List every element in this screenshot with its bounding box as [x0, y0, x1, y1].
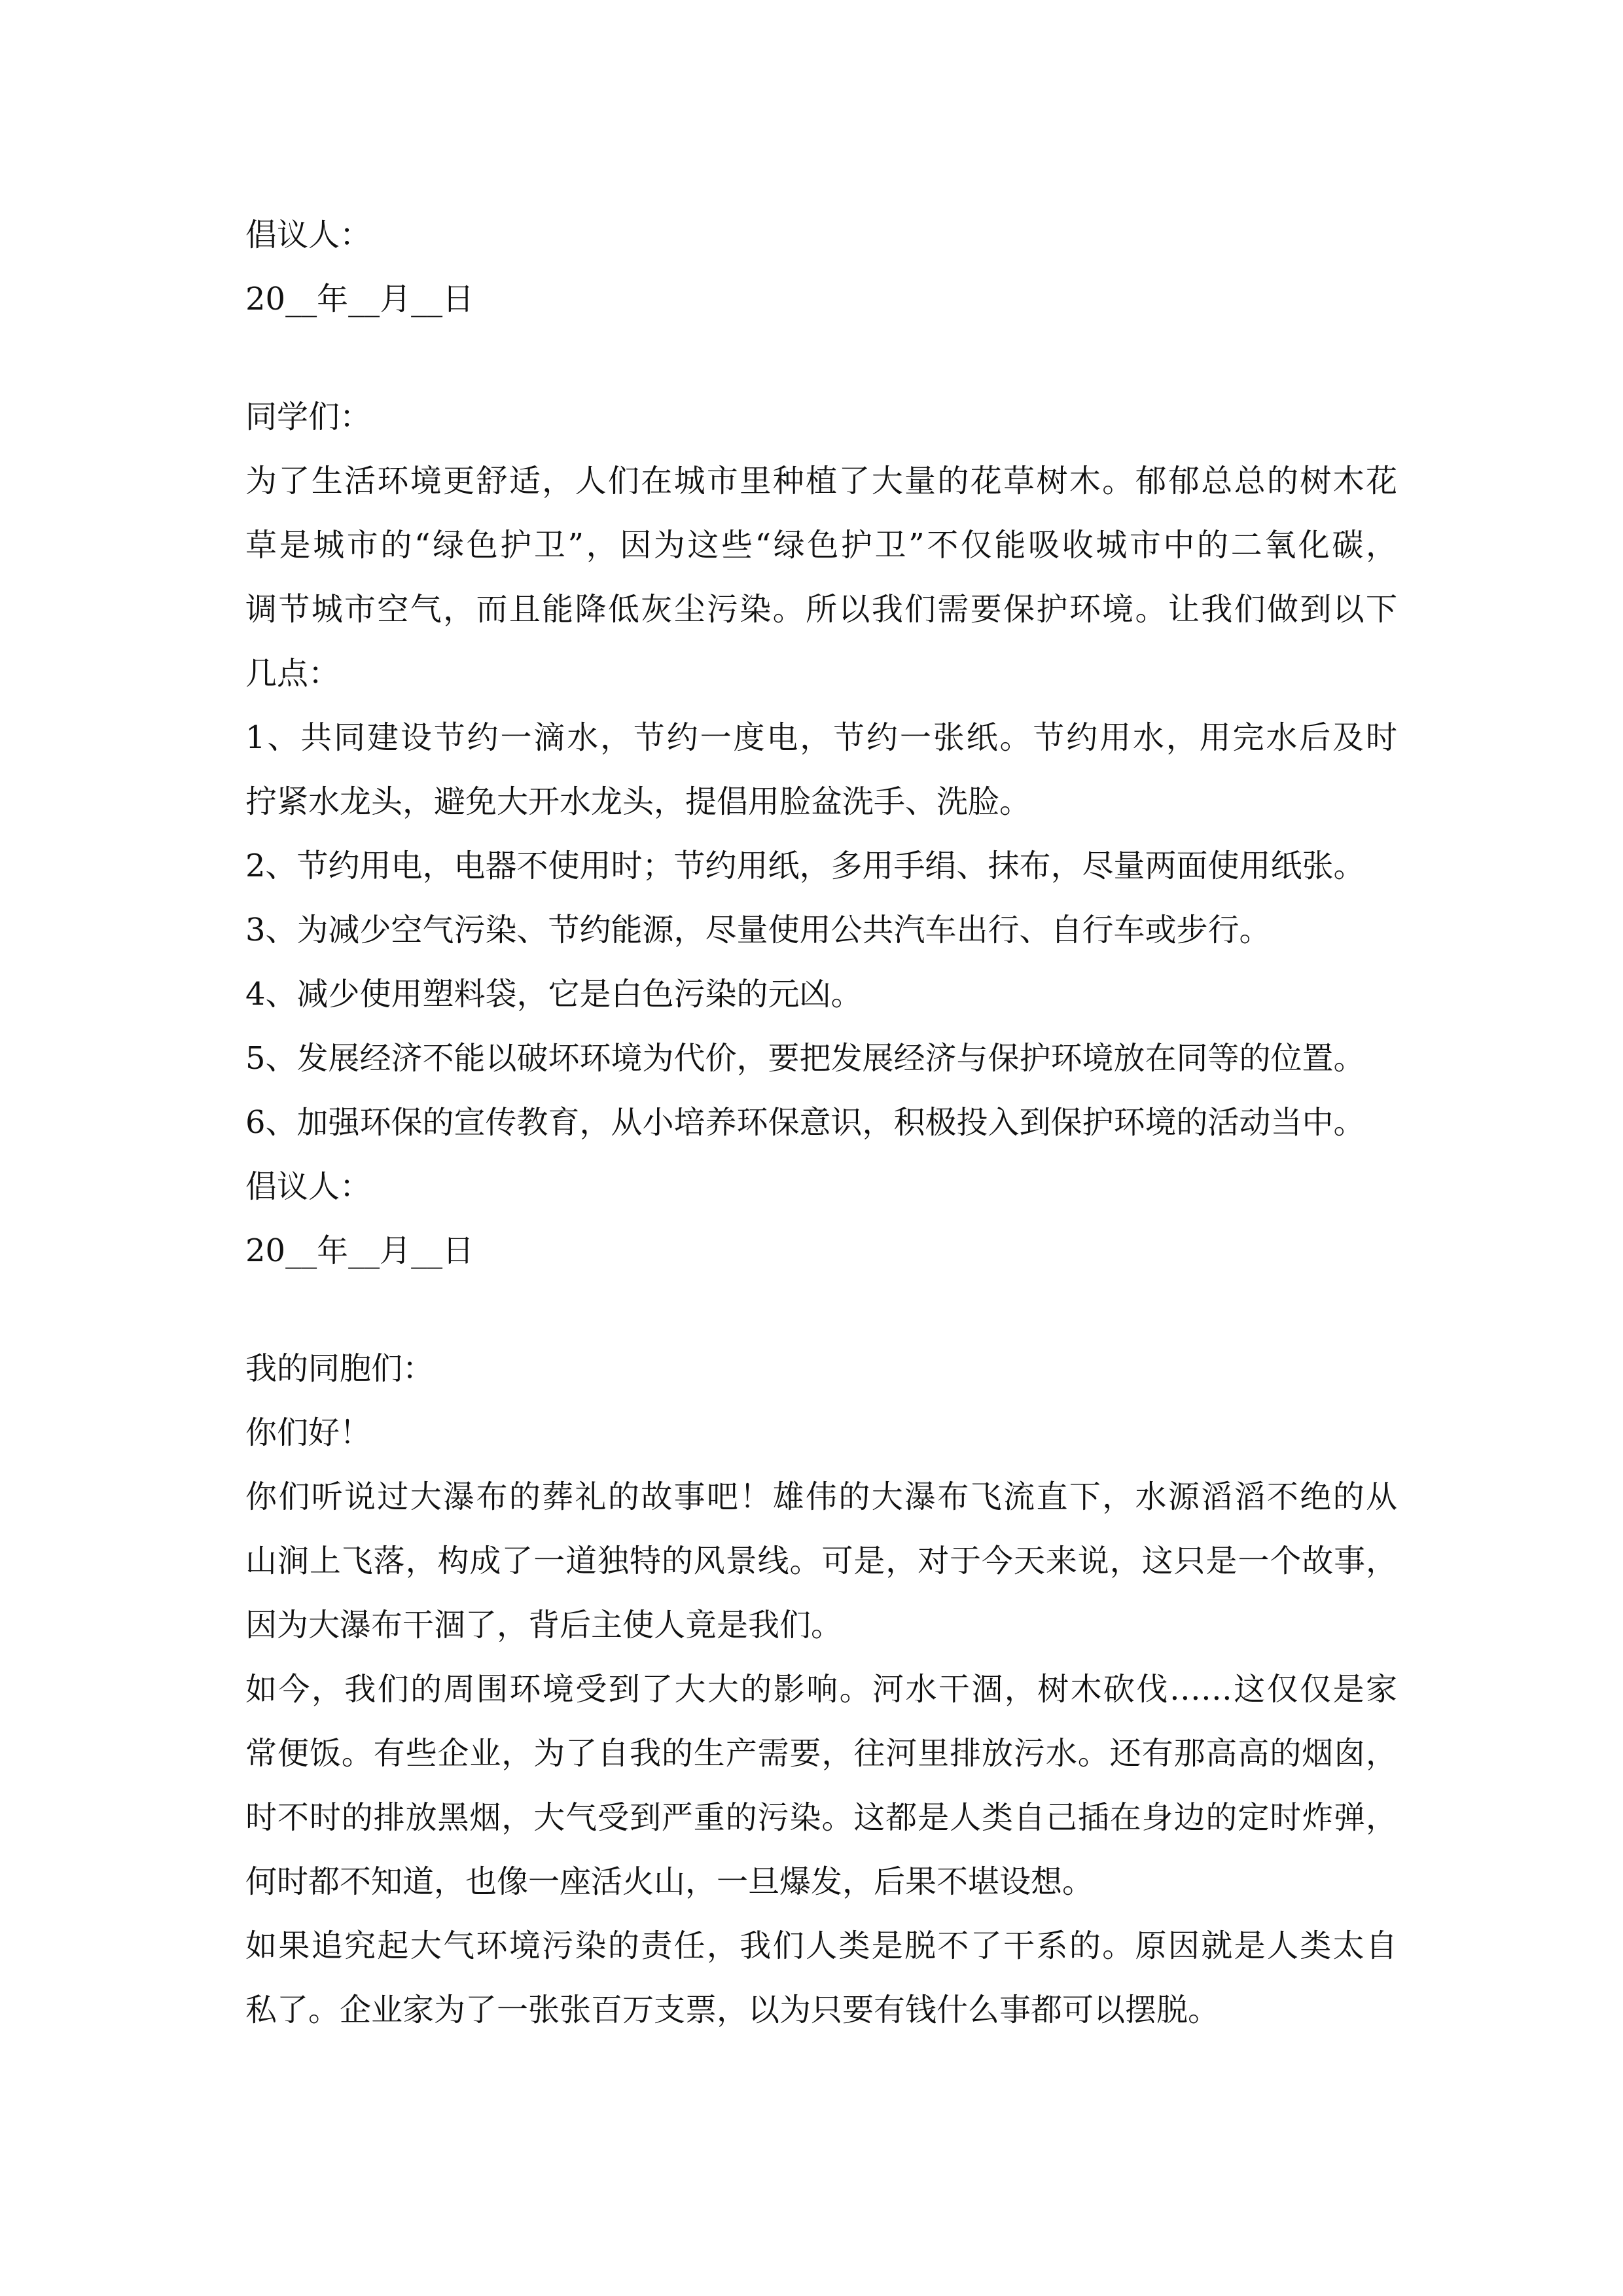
date-line: 20__年__月__日: [245, 1232, 474, 1269]
section-gap: [245, 1283, 1397, 1336]
list-item-6: 6、加强环保的宣传教育，从小培养环保意识，积极投入到保护环境的活动当中。: [245, 1104, 1365, 1141]
signer-label: 倡议人：: [245, 1168, 372, 1205]
greeting: 同学们：: [245, 399, 372, 435]
date-line: 20__年__月__日: [245, 281, 474, 317]
signer-label: 倡议人：: [245, 217, 372, 253]
section-gap: [245, 331, 1397, 385]
paragraph-line: 如果追究起大气环境污染的责任，我们人类是脱不了干系的。原因就是人类太自: [245, 1928, 1397, 1964]
greeting: 我的同胞们：: [245, 1350, 435, 1387]
paragraph-line: 因为大瀑布干涸了，背后主使人竟是我们。: [245, 1607, 843, 1643]
list-item-2: 2、节约用电，电器不使用时；节约用纸，多用手绢、抹布，尽量两面使用纸张。: [245, 848, 1365, 884]
list-item-1-line: 拧紧水龙头，避免大开水龙头，提倡用脸盆洗手、洗脸。: [245, 783, 1031, 820]
paragraph-line: 几点：: [245, 655, 340, 692]
document-body: [245, 203, 1397, 2042]
proposal-section: [245, 385, 1397, 1283]
signature-block-1: [245, 203, 1397, 331]
paragraph-line: 何时都不知道，也像一座活火山，一旦爆发，后果不堪设想。: [245, 1863, 1094, 1900]
paragraph-line: 时不时的排放黑烟，大气受到严重的污染。这都是人类自己插在身边的定时炸弹，: [245, 1799, 1397, 1836]
list-item-4: 4、减少使用塑料袋，它是白色污染的元凶。: [245, 976, 863, 1013]
paragraph-line: 你们听说过大瀑布的葬礼的故事吧！雄伟的大瀑布飞流直下，水源滔滔不绝的从: [245, 1479, 1397, 1515]
paragraph-line: 私了。企业家为了一张张百万支票，以为只要有钱什么事都可以摆脱。: [245, 1992, 1220, 2028]
paragraph-line: 山涧上飞落，构成了一道独特的风景线。可是，对于今天来说，这只是一个故事，: [245, 1543, 1397, 1579]
paragraph-line: 为了生活环境更舒适，人们在城市里种植了大量的花草树木。郁郁总总的树木花: [245, 463, 1397, 499]
paragraph-line: 草是城市的“绿色护卫”，因为这些“绿色护卫”不仅能吸收城市中的二氧化碳，: [245, 527, 1397, 564]
salutation: 你们好！: [245, 1414, 372, 1451]
list-item-5: 5、发展经济不能以破坏环境为代价，要把发展经济与保护环境放在同等的位置。: [245, 1040, 1365, 1077]
paragraph-line: 调节城市空气，而且能降低灰尘污染。所以我们需要保护环境。让我们做到以下: [245, 591, 1397, 628]
paragraph-line: 如今，我们的周围环境受到了大大的影响。河水干涸，树木砍伐……这仅仅是家: [245, 1671, 1397, 1708]
paragraph-line: 常便饭。有些企业，为了自我的生产需要，往河里排放污水。还有那高高的烟囱，: [245, 1735, 1397, 1772]
letter-section: [245, 1336, 1397, 2042]
list-item-3: 3、为减少空气污染、节约能源，尽量使用公共汽车出行、自行车或步行。: [245, 912, 1271, 948]
list-item-1-line: 1、共同建设节约一滴水，节约一度电，节约一张纸。节约用水，用完水后及时: [245, 719, 1397, 756]
